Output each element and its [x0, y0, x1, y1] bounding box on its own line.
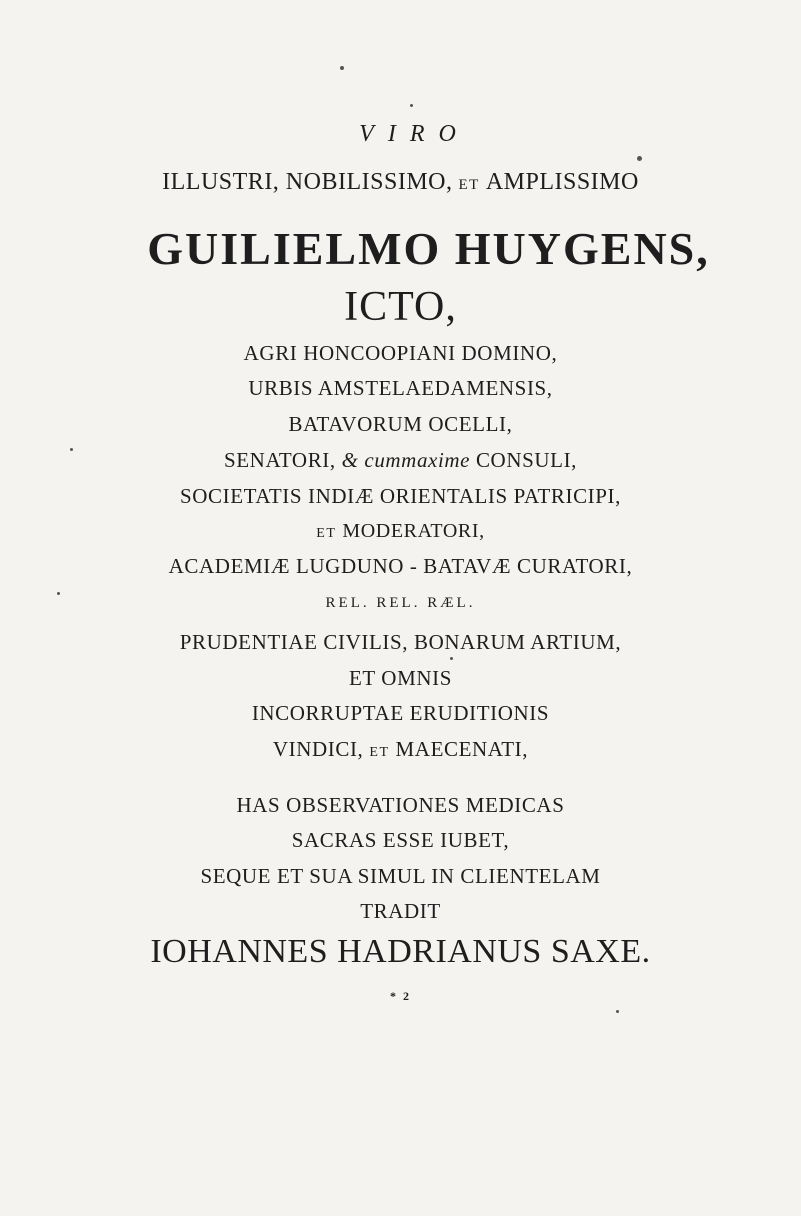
- dedication-line: SACRAS ESSE IUBET,: [291, 828, 510, 852]
- dedication-line: HAS OBSERVATIONES MEDICAS: [236, 793, 565, 817]
- print-speck: [340, 66, 344, 70]
- dedication-line: ACADEMIÆ LUGDUNO - BATAVÆ CURATORI,: [168, 554, 633, 578]
- dedication-line: AGRI HONCOOPIANI DOMINO,: [243, 341, 558, 365]
- print-speck: [410, 104, 413, 107]
- et-smallcaps: ET: [316, 526, 337, 541]
- dedicatee-title: ICTO,: [344, 284, 457, 330]
- dedication-header: VIRO: [359, 121, 470, 147]
- senatori-text: SENATORI,: [223, 448, 336, 472]
- dedication-line: PRUDENTIAE CIVILIS, BONARUM ARTIUM,: [179, 630, 622, 654]
- address-line-before: ILLUSTRI, NOBILISSIMO,: [162, 169, 453, 195]
- signature: IOHANNES HADRIANUS SAXE.: [150, 933, 651, 970]
- print-speck: [57, 592, 60, 595]
- consuli-text: CONSULI,: [475, 448, 578, 472]
- et-smallcaps: ET: [369, 745, 390, 760]
- address-line: [0, 170, 801, 194]
- print-speck: [70, 448, 73, 451]
- dedication-line: URBIS AMSTELAEDAMENSIS,: [248, 376, 553, 400]
- moderatori-text: MODERATORI,: [342, 520, 485, 542]
- maecenati-text: MAECENATI,: [395, 737, 529, 761]
- print-speck: [616, 1010, 619, 1013]
- vindici-text: VINDICI,: [272, 737, 364, 761]
- print-speck: [450, 657, 453, 660]
- dedication-line: TRADIT: [360, 899, 441, 923]
- dedication-line: [0, 739, 801, 760]
- cummaxime-text: & cummaxime: [341, 448, 471, 472]
- dedication-line: BATAVORUM OCELLI,: [288, 412, 513, 436]
- address-line-et: ET: [458, 177, 480, 193]
- dedication-line: ET OMNIS: [348, 666, 452, 690]
- dedication-line: [0, 521, 801, 541]
- dedication-line: INCORRUPTAE ERUDITIONIS: [251, 701, 550, 725]
- signature-mark: * 2: [390, 989, 411, 1003]
- dedication-line: [0, 450, 801, 471]
- dedication-line: SOCIETATIS INDIÆ ORIENTALIS PATRICIPI,: [179, 484, 621, 508]
- address-line-after: AMPLISSIMO: [485, 169, 639, 195]
- dedicatee-name: GUILIELMO HUYGENS,: [147, 223, 710, 274]
- dedication-line: SEQUE ET SUA SIMUL IN CLIENTELAM: [200, 864, 601, 888]
- print-speck: [637, 156, 642, 161]
- rel-line: REL. REL. RÆL.: [325, 595, 476, 611]
